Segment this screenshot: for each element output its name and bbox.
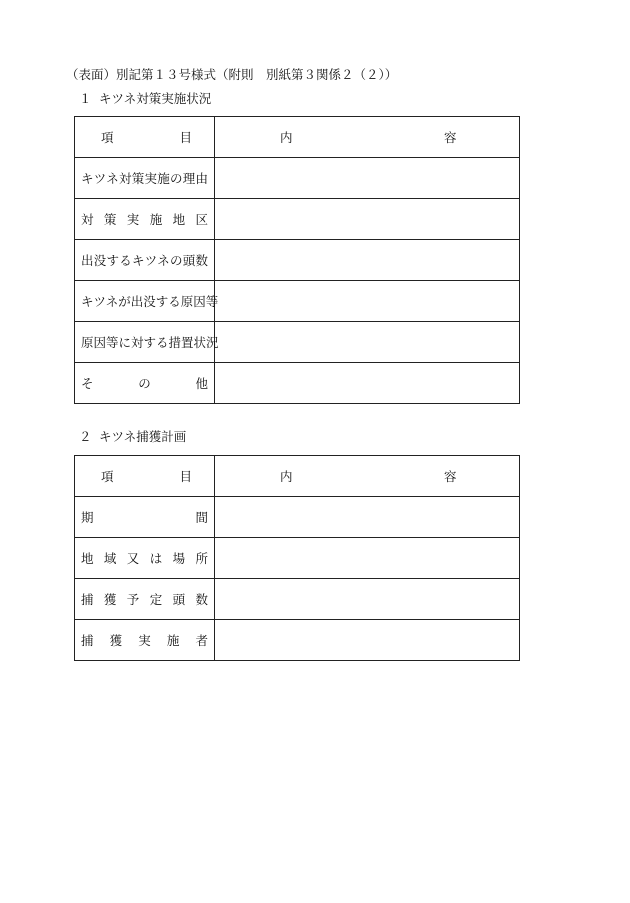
header-item-char-2: 目 <box>179 130 192 145</box>
table-row <box>75 322 520 363</box>
row-value-operator[interactable] <box>215 620 520 661</box>
header-content-char-1: 内 <box>280 130 293 145</box>
row-label-operator: 捕獲実施者 <box>75 620 215 661</box>
row-value-location[interactable] <box>215 538 520 579</box>
row-label-fox-count: 出没するキツネの頭数 <box>75 240 215 281</box>
row-label-period: 期間 <box>75 497 215 538</box>
header-content-cell <box>215 117 520 158</box>
table-header-row <box>75 456 520 497</box>
row-label-location: 地域又は場所 <box>75 538 215 579</box>
table-row <box>75 158 520 199</box>
row-label-other: その他 <box>75 363 215 404</box>
table-row <box>75 620 520 661</box>
table-row <box>75 240 520 281</box>
fox-measures-table <box>74 116 520 404</box>
header-content-cell <box>215 456 520 497</box>
table-row <box>75 363 520 404</box>
row-value-reason[interactable] <box>215 158 520 199</box>
row-label-reason: キツネ対策実施の理由 <box>75 158 215 199</box>
header-item-char-2: 目 <box>179 469 192 484</box>
row-value-planned-count[interactable] <box>215 579 520 620</box>
header-item-char-1: 項 <box>101 130 180 145</box>
table-row <box>75 579 520 620</box>
header-item-char-1: 項 <box>101 469 180 484</box>
table-row <box>75 199 520 240</box>
header-content-char-2: 容 <box>444 469 457 484</box>
table-row <box>75 538 520 579</box>
header-content-char-1: 内 <box>280 469 293 484</box>
table-row <box>75 281 520 322</box>
row-label-measures: 原因等に対する措置状況 <box>75 322 215 363</box>
table-row <box>75 497 520 538</box>
row-value-measures[interactable] <box>215 322 520 363</box>
section-1-title <box>79 89 211 107</box>
section-2-title <box>79 427 186 445</box>
row-value-period[interactable] <box>215 497 520 538</box>
section-1-title-text: キツネ対策実施状況 <box>99 91 212 106</box>
form-header: （表面）別記第１３号様式（附則 別紙第３関係２（２）） <box>66 67 398 82</box>
row-value-area[interactable] <box>215 199 520 240</box>
header-item-cell <box>75 117 215 158</box>
header-item-cell <box>75 456 215 497</box>
section-2-number: ２ <box>79 429 92 444</box>
section-2-title-text: キツネ捕獲計画 <box>99 429 187 444</box>
table-header-row <box>75 117 520 158</box>
row-value-cause[interactable] <box>215 281 520 322</box>
row-value-fox-count[interactable] <box>215 240 520 281</box>
row-label-cause: キツネが出没する原因等 <box>75 281 215 322</box>
section-1-number: １ <box>79 91 92 106</box>
row-value-other[interactable] <box>215 363 520 404</box>
row-label-planned-count: 捕獲予定頭数 <box>75 579 215 620</box>
row-label-area: 対策実施地区 <box>75 199 215 240</box>
fox-capture-plan-table <box>74 455 520 661</box>
header-content-char-2: 容 <box>444 130 457 145</box>
